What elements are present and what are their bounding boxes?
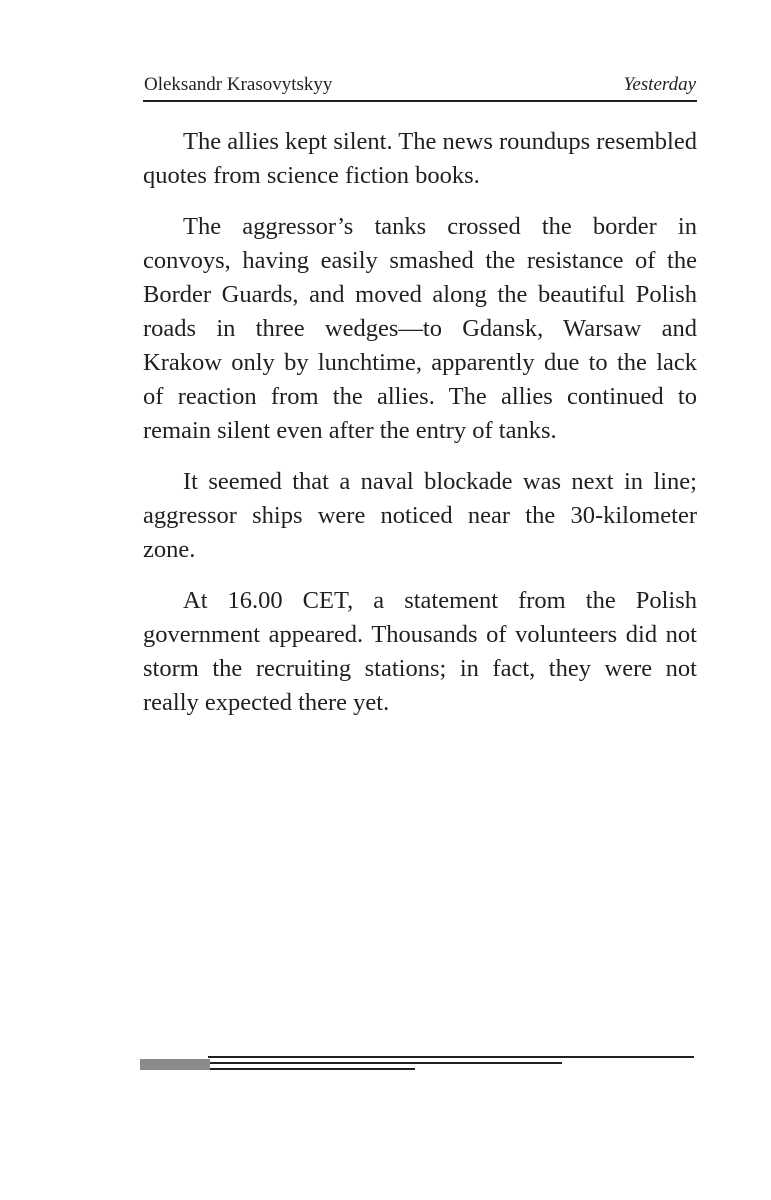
- footer-ornament: [140, 1056, 694, 1072]
- paragraph: It seemed that a naval blockade was next in line; aggressor ships were noticed near the 30-kilometer zone.: [143, 468, 697, 563]
- ornament-rule-bottom: [208, 1068, 415, 1070]
- running-header: [143, 72, 697, 102]
- paragraph: The aggressor’s tanks crossed the border in convoys, having easily smashed the resistance of the Border Guards, and moved along the beautiful Polish roads in three wedges—to Gdansk, Warsaw and Krakow only by lunchtime, apparently due to the lack of reaction from the allies. The allies continued to remain silent even after the entry of tanks.: [143, 213, 697, 444]
- ornament-rule-middle: [208, 1062, 562, 1064]
- paragraph: The allies kept silent. The news roundups resembled quotes from science fiction books.: [143, 128, 697, 189]
- ornament-rule-top: [208, 1056, 694, 1058]
- ornament-grey-bar: [140, 1059, 210, 1070]
- header-book-title: Yesterday: [623, 74, 696, 95]
- body-text: [143, 125, 697, 737]
- header-author: Oleksandr Krasovytskyy: [144, 74, 333, 95]
- paragraph: At 16.00 CET, a statement from the Polish government appeared. Thousands of volunteers did not storm the recruiting stations; in fact, they were not really expected there yet.: [143, 587, 697, 716]
